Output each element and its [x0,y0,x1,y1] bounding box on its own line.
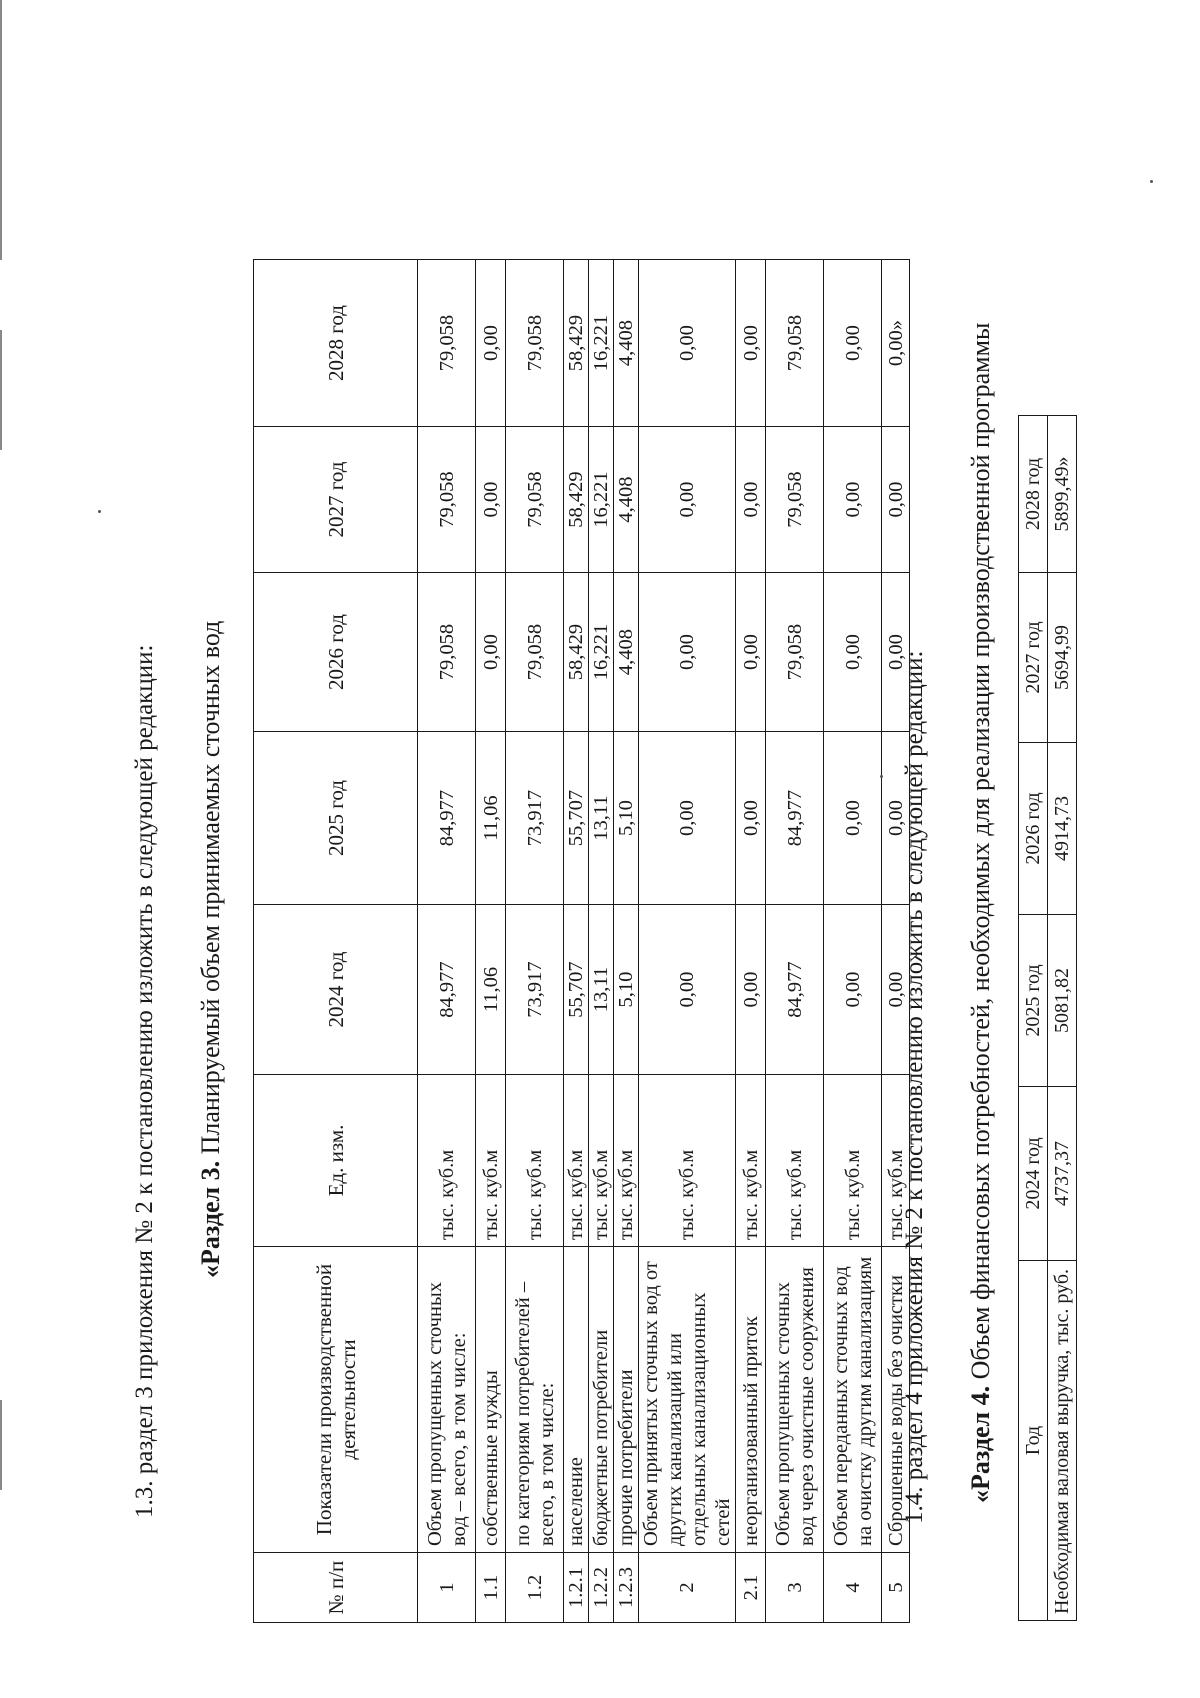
value-cell: 73,917 [506,732,564,905]
value-cell: 0,00 [736,427,766,573]
header-cell: 2027 год [254,427,418,573]
section-4-table [1018,415,1077,1621]
row-number-cell: 2.1 [736,1553,766,1623]
unit-cell: тыс. куб.м [564,1075,589,1247]
unit-cell: тыс. куб.м [824,1075,882,1247]
value-cell: 0,00 [476,427,506,573]
value-cell: 84,977 [766,905,824,1075]
value-cell: 84,977 [418,905,476,1075]
indicator-name-cell: Объем принятых сточных вод от других канализаций или отдельных канализационных сетей [639,1247,736,1553]
row-number-cell: 1.2 [506,1553,564,1623]
section-1-3-intro: 1.3. раздел 3 приложения № 2 к постановлению изложить в следующей редакции: [131,644,158,1518]
value-cell: 4,408 [614,260,639,427]
scan-edge-mark [0,0,2,260]
value-cell: 79,058 [766,573,824,732]
header-cell: 2026 год [254,573,418,732]
value-cell: 0,00 [824,573,882,732]
value-cell: 0,00 [476,260,506,427]
header-cell: 2028 год [254,260,418,427]
value-cell: 79,058 [506,427,564,573]
value-cell: 0,00 [882,427,910,573]
value-cell: 4,408 [614,427,639,573]
indicator-name-cell: население [564,1247,589,1553]
value-cell: 0,00 [882,732,910,905]
value-cell: 16,221 [589,260,614,427]
unit-cell: тыс. куб.м [506,1075,564,1247]
value-cell: 0,00 [639,427,736,573]
table-row [824,260,882,1623]
indicator-name-cell: неорганизованный приток [736,1247,766,1553]
value-cell: 0,00 [824,427,882,573]
value-cell: 79,058 [506,260,564,427]
value-cell: 0,00 [639,732,736,905]
indicator-name-cell: по категориям потребителей – всего, в том числе: [506,1247,564,1553]
indicator-name-cell: Объем пропущенных сточных вод через очистные сооружения [766,1247,824,1553]
value-cell: 55,707 [564,732,589,905]
section-3-title-bold: «Раздел 3. [196,1160,225,1278]
row-number-cell: 1.2.3 [614,1553,639,1623]
value-cell: 79,058 [766,260,824,427]
value-cell: 11,06 [476,905,506,1075]
table-row [418,260,476,1623]
section-4-title [966,322,996,1503]
row-number-cell: 1.1 [476,1553,506,1623]
value-cell: 79,058 [418,573,476,732]
indicator-name-cell: Объем переданных сточных вод на очистку другим канализациям [824,1247,882,1553]
value-cell: 0,00» [882,260,910,427]
value-cell: 16,221 [589,573,614,732]
value-cell: 0,00 [882,905,910,1075]
row-number-cell: 1.2.1 [564,1553,589,1623]
value-cell: 79,058 [506,573,564,732]
value-cell: 0,00 [736,573,766,732]
value-cell: 79,058 [766,427,824,573]
value-cell: 58,429 [564,260,589,427]
row-number-cell: 1.2.2 [589,1553,614,1623]
value-cell: 84,977 [766,732,824,905]
unit-cell: тыс. куб.м [614,1075,639,1247]
indicator-name-cell: Объем пропущенных сточных вод – всего, в том числе: [418,1247,476,1553]
value-cell: 13,11 [589,732,614,905]
value-cell: 58,429 [564,573,589,732]
value-cell: 0,00 [736,905,766,1075]
unit-cell: тыс. куб.м [882,1075,910,1247]
section-4-title-bold: «Раздел 4. [966,1385,995,1503]
table-row [766,260,824,1623]
header-cell: 2025 год [254,732,418,905]
scan-speck [880,775,883,778]
section-1-4-intro: 1.4. раздел 4 приложения № 2 к постановлению изложить в следующей редакции: [901,650,928,1524]
indicator-name-cell: собственные нужды [476,1247,506,1553]
row-number-cell: 2 [639,1553,736,1623]
section-4-title-text: Объем финансовых потребностей, необходимых для реализации производственной программы [966,322,995,1386]
value-cell: 58,429 [564,427,589,573]
table-header-row [1019,416,1048,1621]
value-cell: 4,408 [614,573,639,732]
section-3-title [196,621,226,1278]
table-row [564,260,589,1623]
value-cell: 73,917 [506,905,564,1075]
value-cell: 0,00 [824,905,882,1075]
unit-cell: тыс. куб.м [589,1075,614,1247]
row-number-cell: 3 [766,1553,824,1623]
value-cell: 5899,49» [1048,416,1077,573]
unit-cell: тыс. куб.м [766,1075,824,1247]
value-cell: 13,11 [589,905,614,1075]
value-cell: 16,221 [589,427,614,573]
row-number-cell: 1 [418,1553,476,1623]
value-cell: 5081,82 [1048,915,1077,1087]
unit-cell: тыс. куб.м [476,1075,506,1247]
header-cell: Показатели производственной деятельности [254,1247,418,1553]
table-row [589,260,614,1623]
section-3-title-text: Планируемый объем принимаемых сточных вод [196,620,225,1161]
header-cell: Год [1019,1261,1048,1621]
value-cell: 4737,37 [1048,1087,1077,1261]
value-cell: 0,00 [476,573,506,732]
header-cell: 2024 год [254,905,418,1075]
table-row [1048,416,1077,1621]
value-cell: 55,707 [564,905,589,1075]
unit-cell: тыс. куб.м [736,1075,766,1247]
scan-edge-mark [0,1400,2,1490]
value-cell: 0,00 [824,732,882,905]
scan-speck [98,510,101,513]
value-cell: 0,00 [639,260,736,427]
indicator-name-cell: бюджетные потребители [589,1247,614,1553]
row-number-cell: 5 [882,1553,910,1623]
header-cell: Ед. изм. [254,1075,418,1247]
table-row [614,260,639,1623]
header-cell: 2027 год [1019,573,1048,743]
header-cell: 2028 год [1019,416,1048,573]
row-number-cell: 4 [824,1553,882,1623]
header-cell: № п/п [254,1553,418,1623]
value-cell: 0,00 [736,260,766,427]
table-row [639,260,736,1623]
table-row [476,260,506,1623]
value-cell: 0,00 [736,732,766,905]
table-row [506,260,564,1623]
indicator-name-cell: прочие потребители [614,1247,639,1553]
header-cell: 2025 год [1019,915,1048,1087]
unit-cell: тыс. куб.м [639,1075,736,1247]
section-3-table [253,259,910,1623]
scan-speck [1150,180,1153,183]
value-cell: 5694,99 [1048,573,1077,743]
value-cell: 0,00 [824,260,882,427]
value-cell: 5,10 [614,732,639,905]
value-cell: 4914,73 [1048,743,1077,915]
header-cell: 2024 год [1019,1087,1048,1261]
value-cell: 5,10 [614,905,639,1075]
value-cell: 0,00 [639,905,736,1075]
header-cell: 2026 год [1019,743,1048,915]
row-label-cell: Необходимая валовая выручка, тыс. руб. [1048,1261,1077,1621]
value-cell: 11,06 [476,732,506,905]
table-header-row [254,260,418,1623]
table-row [736,260,766,1623]
value-cell: 79,058 [418,427,476,573]
indicator-name-cell: Сброшенные воды без очистки [882,1247,910,1553]
value-cell: 0,00 [639,573,736,732]
value-cell: 79,058 [418,260,476,427]
value-cell: 0,00 [882,573,910,732]
unit-cell: тыс. куб.м [418,1075,476,1247]
scan-edge-mark [0,330,2,450]
value-cell: 84,977 [418,732,476,905]
